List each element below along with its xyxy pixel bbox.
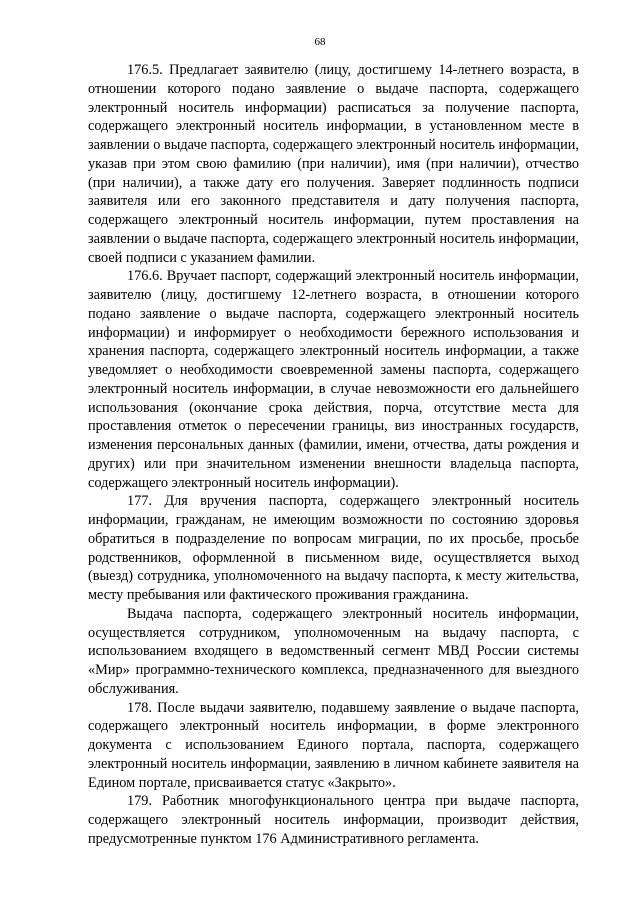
paragraph-177-continued: Выдача паспорта, содержащего электронный носитель информации, осуществляется сотрудником, уполномоченным на выдачу паспорта, с использованием входящего в ведомственный сегмент МВД России системы «Мир» программно-технического комплекса, предназначенного для выездного обслуживания.	[88, 605, 579, 697]
paragraph-176-6: 176.6. Вручает паспорт, содержащий электронный носитель информации, заявителю (лицу, достигшему 12-летнего возраста, в отношении которого подано заявление о выдаче паспорта, содержащего электронный носитель информации) и информирует о необходимости бережного использования и хранения паспорта, содержащего электронный носитель информации, а также уведомляет о необходимости своевременной замены паспорта, содержащего электронный носитель информации, в случае невозможности его дальнейшего использования (окончание срока действия, порча, отсутствие места для проставления отметок о пересечении границы, виз иностранных государств, изменения персональных данных (фамилии, имени, отчества, даты рождения и других) или при значительном изменении внешности владельца паспорта, содержащего электронный носитель информации).	[88, 268, 579, 491]
paragraph-177: 177. Для вручения паспорта, содержащего электронный носитель информации, гражданам, не имеющим возможности по состоянию здоровья обратиться в подразделение по вопросам миграции, по их просьбе, просьбе родственников, оформленной в письменном виде, осуществляется выход (выезд) сотрудника, уполномоченного на выдачу паспорта, к месту жительства, месту пребывания или фактического проживания гражданина.	[88, 493, 579, 603]
paragraph-179: 179. Работник многофункционального центра при выдаче паспорта, содержащего электронный носитель информации, производит действия, предусмотренные пунктом 176 Административного регламента.	[88, 793, 579, 847]
paragraph-176-5: 176.5. Предлагает заявителю (лицу, достигшему 14-летнего возраста, в отношении которого подано заявление о выдаче паспорта, содержащего электронный носитель информации) расписаться за получение паспорта, содержащего электронный носитель информации, в установленном месте в заявлении о выдаче паспорта, содержащего электронный носитель информации, указав при этом свою фамилию (при наличии), имя (при наличии), отчество (при наличии), а также дату его получения. Заверяет подлинность подписи заявителя или его законного представителя и дату получения паспорта, содержащего электронный носитель информации, путем проставления на заявлении о выдаче паспорта, содержащего электронный носитель информации, своей подписи с указанием фамилии.	[88, 62, 579, 266]
paragraph-178: 178. После выдачи заявителю, подавшему заявление о выдаче паспорта, содержащего электронный носитель информации, в форме электронного документа с использованием Единого портала, паспорта, содержащего электронный носитель информации, заявлению в личном кабинете заявителя на Едином портале, присваивается статус «Закрыто».	[88, 699, 579, 791]
page-number: 68	[314, 36, 326, 48]
page-body	[88, 61, 579, 849]
